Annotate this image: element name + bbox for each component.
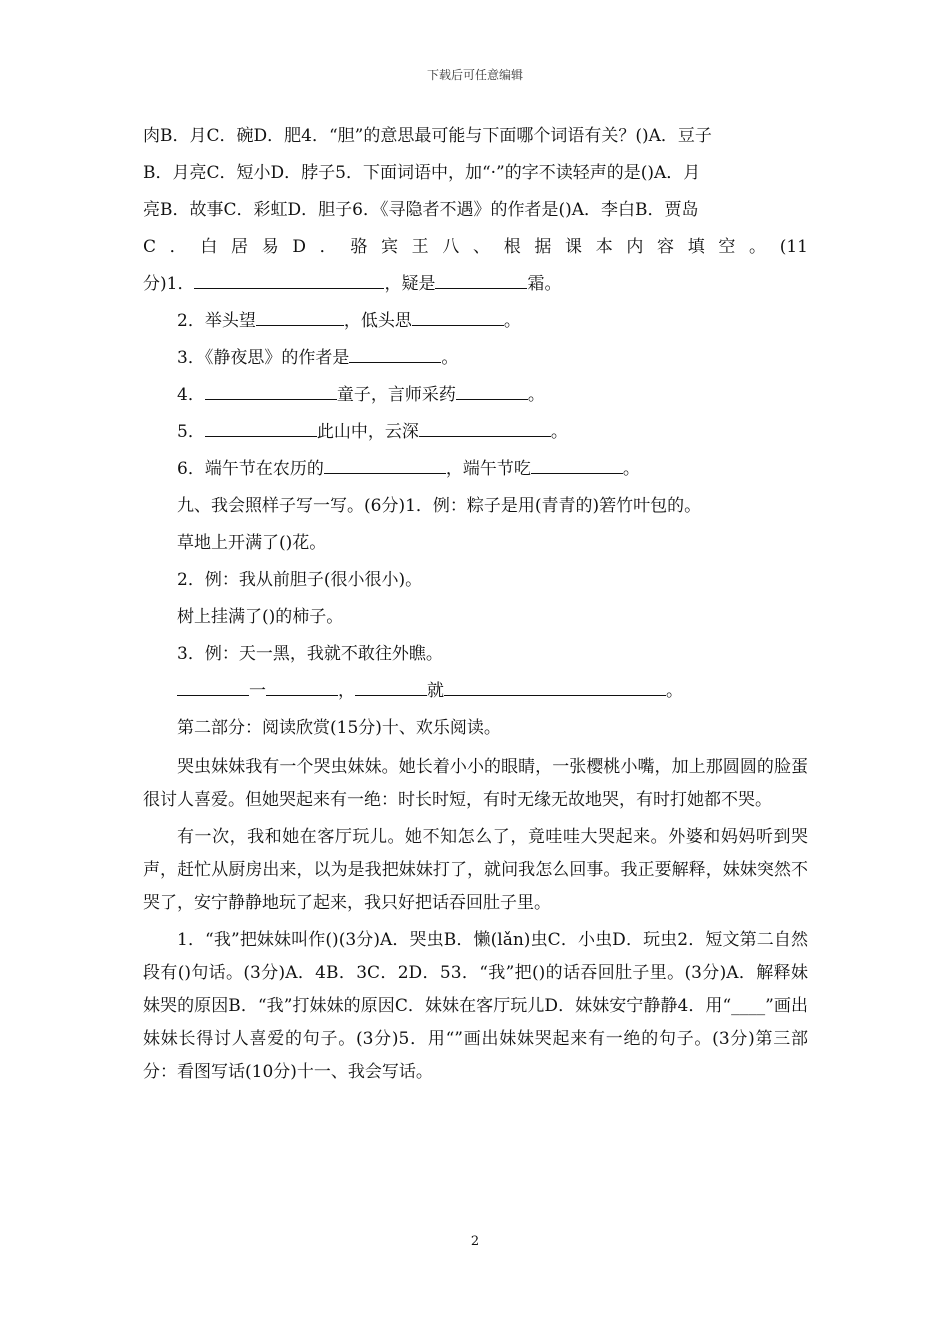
section-9-example-3: 3．例：天一黑，我就不敢往外瞧。 bbox=[177, 644, 443, 664]
fill-question-1: 分)1． ，疑是 霜。 bbox=[143, 274, 562, 294]
page-header: 下载后可任意编辑 bbox=[426, 68, 523, 82]
reading-questions: 1．“我”把妹妹叫作()(3分)A．哭虫B．懒(lǎn)虫C．小虫D．玩虫2．短文第二自然段有()句话。(3分)A．4B．3C．2D．53．“我”把()的话吞回肚子里。(3分)A．解释妹妹哭的原因B．“我”打妹妹的原因C．妹妹在客厅玩儿D．妹妹安宁静静4．用“____”画出妹妹长得讨人喜爱的句子。(3分)5．用“”画出妹妹哭起来有一绝的句子。(3分)第三部分：看图写话(10分)十一、我会写话。 bbox=[143, 930, 808, 1082]
fill-question-6: 6．端午节在农历的 ，端午节吃 。 bbox=[177, 459, 640, 479]
answer-blank[interactable] bbox=[355, 681, 427, 696]
answer-blank[interactable] bbox=[419, 422, 551, 437]
section-9-sentence-1: 草地上开满了()花。 bbox=[177, 533, 327, 553]
answer-blank[interactable] bbox=[256, 311, 344, 326]
answer-blank[interactable] bbox=[194, 274, 384, 289]
fill-question-3: 3．《静夜思》的作者是 。 bbox=[177, 348, 459, 368]
answer-blank[interactable] bbox=[435, 274, 527, 289]
answer-blank[interactable] bbox=[205, 422, 317, 437]
fill-question-2: 2．举头望 ，低头思 。 bbox=[177, 311, 521, 331]
answer-blank[interactable] bbox=[177, 681, 249, 696]
answer-blank[interactable] bbox=[412, 311, 504, 326]
page-number: 2 bbox=[470, 1234, 480, 1249]
section-9-sentence-3: 一 ， 就 。 bbox=[143, 673, 808, 710]
answer-blank[interactable] bbox=[324, 459, 446, 474]
mc-line-3: 亮B．故事C．彩虹D．胆子6．《寻隐者不遇》的作者是()A．李白B．贾岛 bbox=[143, 200, 699, 220]
answer-blank[interactable] bbox=[456, 385, 528, 400]
answer-blank[interactable] bbox=[444, 681, 666, 696]
part-2-title: 第二部分：阅读欣赏(15分)十、欢乐阅读。 bbox=[177, 718, 501, 738]
answer-blank[interactable] bbox=[531, 459, 623, 474]
mc-line-1: 肉B．月C．碗D．肥4．“胆”的意思最可能与下面哪个词语有关？()A．豆子 bbox=[143, 126, 712, 146]
fill-question-5: 5． 此山中，云深 。 bbox=[177, 422, 568, 442]
mc-line-4: C．白居易D．骆宾王八、根据课本内容填空。(11 bbox=[143, 237, 808, 257]
fill-question-4: 4． 童子，言师采药 。 bbox=[177, 385, 545, 405]
section-9-title: 九、我会照样子写一写。(6分)1．例：粽子是用(青青的)箬竹叶包的。 bbox=[177, 496, 702, 516]
document-body bbox=[143, 118, 808, 1089]
section-9-sentence-2: 树上挂满了()的柿子。 bbox=[177, 607, 344, 627]
reading-paragraph-1: 哭虫妹妹我有一个哭虫妹妹。她长着小小的眼睛，一张樱桃小嘴，加上那圆圆的脸蛋很讨人喜爱。但她哭起来有一绝：时长时短，有时无缘无故地哭，有时打她都不哭。 bbox=[143, 757, 808, 810]
answer-blank[interactable] bbox=[266, 681, 338, 696]
reading-paragraph-2: 有一次，我和她在客厅玩儿。她不知怎么了，竟哇哇大哭起来。外婆和妈妈听到哭声，赶忙从厨房出来，以为是我把妹妹打了，就问我怎么回事。我正要解释，妹妹突然不哭了，安宁静静地玩了起来，我只好把话吞回肚子里。 bbox=[143, 827, 808, 913]
answer-blank[interactable] bbox=[205, 385, 337, 400]
mc-line-2: B．月亮C．短小D．脖子5．下面词语中，加“·”的字不读轻声的是()A．月 bbox=[143, 163, 701, 183]
answer-blank[interactable] bbox=[349, 348, 441, 363]
section-9-example-2: 2．例：我从前胆子(很小很小)。 bbox=[177, 570, 423, 590]
